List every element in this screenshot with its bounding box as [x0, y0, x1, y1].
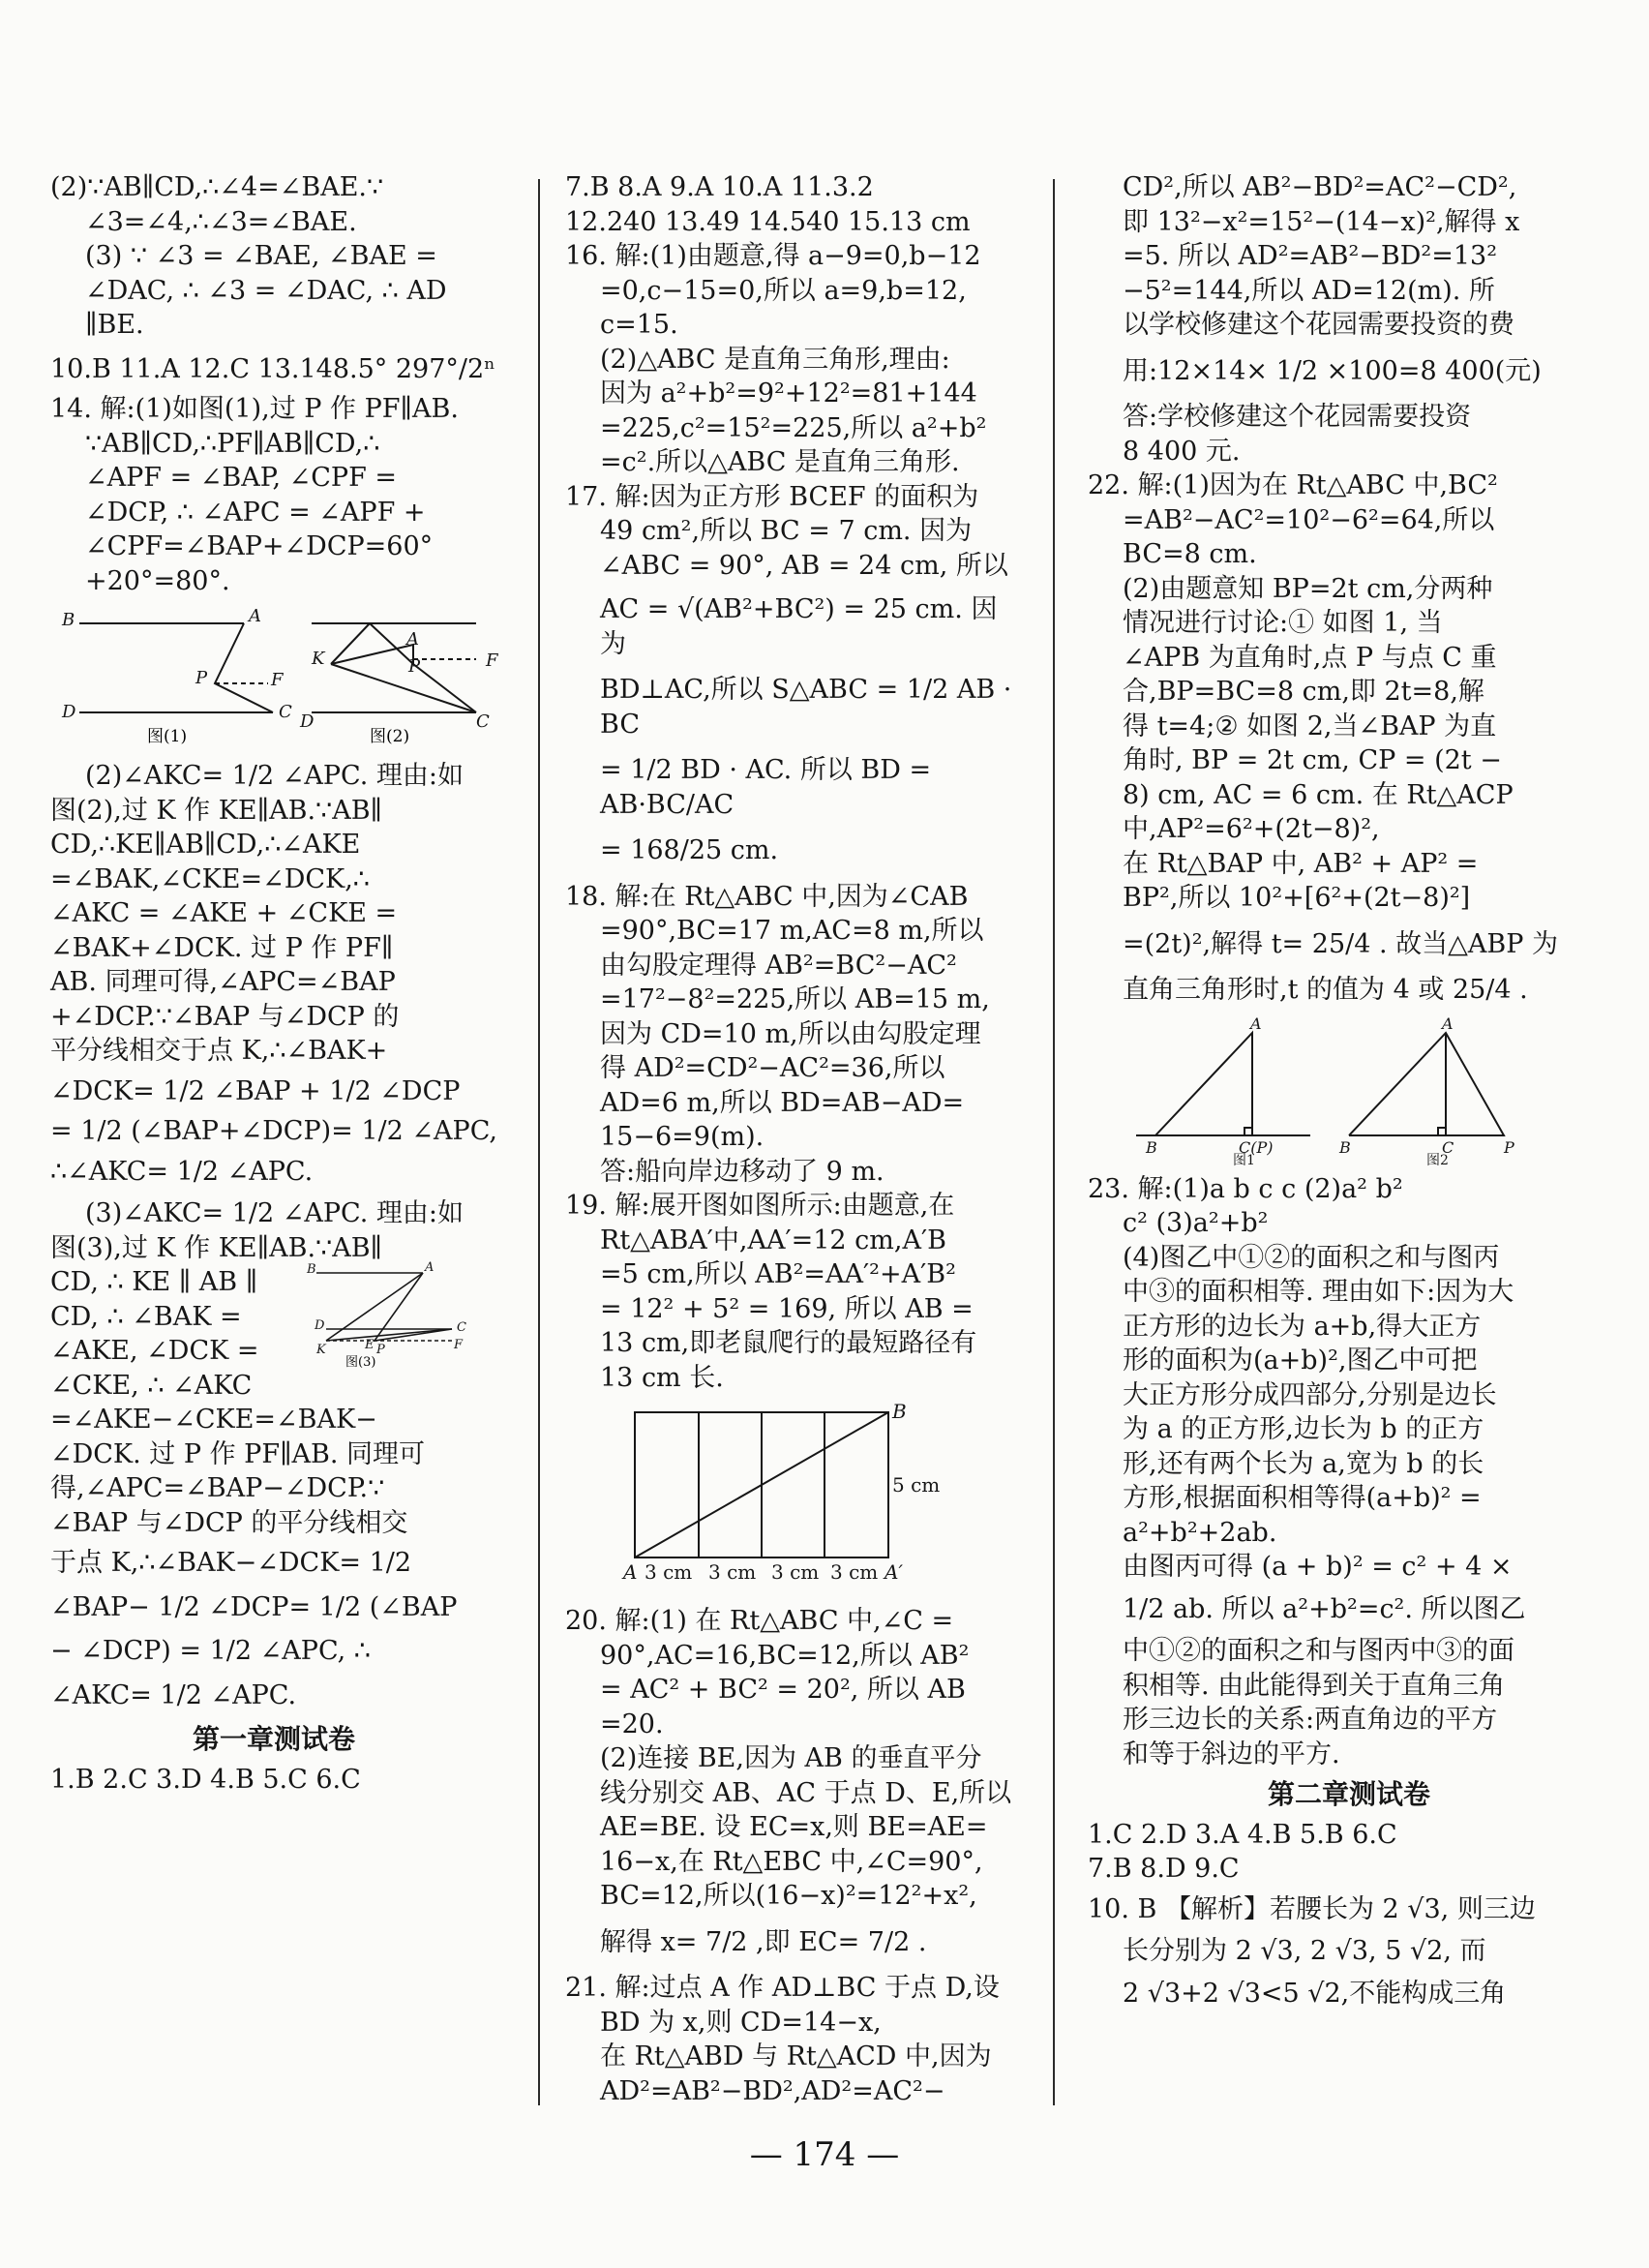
text-line: ∠DAC, ∴ ∠3 = ∠DAC, ∴ AD	[85, 275, 447, 306]
q14-line: ∠CKE, ∴ ∠AKC	[50, 1370, 253, 1401]
q21-line: CD²,所以 AB²−BD²=AC²−CD²,	[1123, 172, 1517, 202]
q14-line: 图(2),过 K 作 KE∥AB.∵AB∥	[50, 795, 383, 826]
q18-line: AD=6 m,所以 BD=AB−AD=	[600, 1087, 965, 1118]
fig22-B2: B	[1339, 1137, 1351, 1157]
fig1-label: 图(1)	[147, 727, 188, 746]
label-3cm: 3 cm	[830, 1560, 879, 1584]
label-5cm: 5 cm	[892, 1473, 941, 1497]
page-number: — 174 —	[749, 2135, 900, 2174]
svg-text:P: P	[408, 656, 421, 677]
q14-line: (3)∠AKC= 1/2 ∠APC. 理由:如	[85, 1198, 464, 1228]
q21-line: 以学校修建这个花园需要投资的费	[1123, 310, 1514, 340]
q22-line: BC=8 cm.	[1123, 539, 1257, 569]
svg-text:B: B	[62, 610, 75, 630]
q14-line: = 1/2 (∠BAP+∠DCP)= 1/2 ∠APC,	[50, 1116, 497, 1146]
q17-line: 49 cm²,所以 BC = 7 cm. 因为	[600, 516, 973, 546]
ch2-answers: 1.C 2.D 3.A 4.B 5.B 6.C	[1088, 1819, 1397, 1850]
q23-line: 形三边长的关系:两直角边的平方	[1123, 1705, 1498, 1735]
answers-line: 10.B 11.A 12.C 13.148.5° 297°/2ⁿ	[50, 353, 495, 384]
q20-line: 90°,AC=16,BC=12,所以 AB²	[600, 1640, 970, 1671]
q10-line: 长分别为 2 √3, 2 √3, 5 √2, 而	[1123, 1936, 1486, 1966]
q14-line: +20°=80°.	[85, 565, 230, 596]
q14-line: =∠BAK,∠CKE=∠DCK,∴	[50, 863, 370, 894]
q23-line: 中①②的面积之和与图丙中③的面	[1123, 1636, 1514, 1666]
label-B: B	[892, 1400, 907, 1423]
q21-line: 21. 解:过点 A 作 AD⊥BC 于点 D,设	[565, 1973, 1000, 2003]
q23-line: a²+b²+2ab.	[1123, 1517, 1277, 1548]
q21-line: =5. 所以 AD²=AB²−BD²=13²	[1123, 241, 1498, 271]
q20-line: 16−x,在 Rt△EBC 中,∠C=90°,	[600, 1846, 983, 1877]
q16-line: =c².所以△ABC 是直角三角形.	[600, 447, 960, 477]
q14-line: 图(3),过 K 作 KE∥AB.∵AB∥	[50, 1232, 383, 1263]
q20-line: 线分别交 AB、AC 于点 D、E,所以	[600, 1777, 1012, 1808]
fig22-label-1: 图1	[1233, 1152, 1255, 1168]
fig22-C: C	[1442, 1137, 1454, 1157]
fig2-label: 图(2)	[370, 727, 410, 746]
svg-text:D: D	[300, 711, 315, 732]
q16-line: 16. 解:(1)由题意,得 a−9=0,b−12	[565, 241, 981, 271]
q23-line: 积相等. 由此能得到关于直角三角	[1123, 1670, 1506, 1701]
q21-line: BD 为 x,则 CD=14−x,	[600, 2007, 882, 2038]
q22-line: 在 Rt△BAP 中, AB² + AP² =	[1123, 848, 1479, 879]
q20-line: 20. 解:(1) 在 Rt△ABC 中,∠C =	[565, 1606, 954, 1636]
svg-text:A: A	[249, 606, 261, 626]
text-line: (3) ∵ ∠3 = ∠BAE, ∠BAE =	[85, 241, 437, 271]
q22-line: =AB²−AC²=10²−6²=64,所以	[1123, 504, 1495, 535]
q19-line: Rt△ABA′中,AA′=12 cm,A′B	[600, 1225, 946, 1255]
svg-text:E: E	[365, 1338, 375, 1352]
fig22-P: P	[1504, 1137, 1514, 1157]
q14-line: CD,∴KE∥AB∥CD,∴∠AKE	[50, 830, 361, 860]
svg-text:P: P	[376, 1343, 385, 1357]
q18-line: 得 AD²=CD²−AC²=36,所以	[600, 1053, 945, 1083]
q14-line: ∠DCK= 1/2 ∠BAP + 1/2 ∠DCP	[50, 1075, 461, 1106]
q14-line: ∠APF = ∠BAP, ∠CPF =	[85, 463, 398, 493]
label-3cm: 3 cm	[771, 1560, 820, 1584]
q21-line: 用:12×14× 1/2 ×100=8 400(元)	[1123, 355, 1542, 386]
q14-line: ∠AKE, ∠DCK =	[50, 1336, 259, 1366]
q20-line: 解得 x= 7/2 ,即 EC= 7/2 .	[600, 1926, 927, 1957]
q18-line: 因为 CD=10 m,所以由勾股定理	[600, 1018, 981, 1049]
q23-line: 由图丙可得 (a + b)² = c² + 4 ×	[1123, 1552, 1513, 1582]
q18-line: =17²−8²=225,所以 AB=15 m,	[600, 984, 990, 1014]
q17-line: = 168/25 cm.	[600, 835, 779, 865]
q20-line: AE=BE. 设 EC=x,则 BE=AE=	[600, 1812, 988, 1842]
q14-line: 于点 K,∴∠BAK−∠DCK= 1/2	[50, 1548, 412, 1578]
fig3-label: 图(3)	[345, 1355, 376, 1370]
svg-text:K: K	[312, 649, 325, 669]
svg-text:C: C	[476, 711, 490, 732]
svg-text:B: B	[307, 1262, 316, 1277]
column-divider-right	[1053, 179, 1055, 2105]
q22-line: 中,AP²=6²+(2t−8)²,	[1123, 814, 1380, 844]
q16-line: 因为 a²+b²=9²+12²=81+144	[600, 378, 977, 408]
q14-line: ∠DCK. 过 P 作 PF∥AB. 同理可	[50, 1438, 426, 1469]
q22-line: 直角三角形时,t 的值为 4 或 25/4 .	[1123, 975, 1528, 1005]
figure-22	[1136, 1013, 1639, 1168]
q23-line: (4)图乙中①②的面积之和与图丙	[1123, 1242, 1500, 1273]
q14-line: 平分线相交于点 K,∴∠BAK+	[50, 1036, 388, 1066]
q22-line: 8) cm, AC = 6 cm. 在 Rt△ACP	[1123, 779, 1514, 810]
q14-line: ∵AB∥CD,∴PF∥AB∥CD,∴	[85, 428, 380, 459]
q20-line: =20.	[600, 1709, 664, 1739]
ch2-answers: 7.B 8.D 9.C	[1088, 1854, 1240, 1884]
fig22-CP: C(P)	[1239, 1137, 1274, 1157]
q23-line: c² (3)a²+b²	[1123, 1208, 1269, 1238]
fig22-B: B	[1146, 1137, 1157, 1157]
q14-line: AB. 同理可得,∠APC=∠BAP	[50, 967, 396, 997]
fig22-A: A	[1250, 1013, 1262, 1033]
q22-line: 合,BP=BC=8 cm,即 2t=8,解	[1123, 677, 1484, 707]
column-2	[565, 170, 1020, 2108]
q23-line: 方形,根据面积相等得(a+b)² =	[1123, 1483, 1482, 1513]
chapter-2-title: 第二章测试卷	[1267, 1778, 1430, 1810]
q16-line: =225,c²=15²=225,所以 a²+b²	[600, 412, 987, 443]
column-divider-left	[538, 179, 540, 2105]
q18-line: 15−6=9(m).	[600, 1122, 765, 1152]
q14-line: ∠AKC = ∠AKE + ∠CKE =	[50, 898, 398, 928]
q19-line: =5 cm,所以 AB²=AA′²+A′B²	[600, 1259, 956, 1289]
svg-text:A: A	[425, 1260, 435, 1275]
q23-line: 大正方形分成四部分,分别是边长	[1123, 1379, 1497, 1410]
q23-line: 23. 解:(1)a b c c (2)a² b²	[1088, 1173, 1403, 1204]
q23-line: 中③的面积相等. 理由如下:因为大	[1123, 1277, 1514, 1307]
q23-line: 为 a 的正方形,边长为 b 的正方	[1123, 1414, 1484, 1444]
column-3	[1088, 170, 1610, 2018]
q23-line: 正方形的边长为 a+b,得大正方	[1123, 1311, 1482, 1342]
column-1	[50, 170, 497, 1797]
svg-text:D: D	[62, 702, 76, 722]
q22-line: =(2t)²,解得 t= 25/4 . 故当△ABP 为	[1123, 928, 1558, 959]
q22-line: (2)由题意知 BP=2t cm,分两种	[1123, 573, 1493, 604]
q14-line: ∴∠AKC= 1/2 ∠APC.	[50, 1156, 314, 1187]
figure-3	[307, 1261, 500, 1387]
q23-line: 形的面积为(a+b)²,图乙中可把	[1123, 1346, 1478, 1376]
q14-line: (2)∠AKC= 1/2 ∠APC. 理由:如	[85, 761, 464, 791]
chapter-1-title: 第一章测试卷	[192, 1723, 355, 1755]
q21-line: AD²=AB²−BD²,AD²=AC²−	[600, 2075, 945, 2106]
q21-line: −5²=144,所以 AD=12(m). 所	[1123, 275, 1495, 306]
q17-line: ∠ABC = 90°, AB = 24 cm, 所以	[600, 550, 1008, 581]
q14-line: ∠DCP, ∴ ∠APC = ∠APF +	[85, 497, 426, 528]
q19-line: 13 cm,即老鼠爬行的最短路径有	[600, 1328, 977, 1358]
q22-line: ∠APB 为直角时,点 P 与点 C 重	[1123, 642, 1497, 673]
q16-line: =0,c−15=0,所以 a=9,b=12,	[600, 275, 967, 306]
answers-line: 7.B 8.A 9.A 10.A 11.3.2	[565, 172, 874, 202]
q23-line: 和等于斜边的平方.	[1123, 1739, 1340, 1769]
q17-line: AC = √(AB²+BC²) = 25 cm. 因为	[600, 594, 998, 659]
figure-1-2	[50, 606, 498, 751]
q10-line: 2 √3+2 √3<5 √2,不能构成三角	[1123, 1978, 1507, 2009]
svg-text:F: F	[271, 670, 284, 690]
svg-text:C: C	[457, 1320, 466, 1335]
q17-line: 17. 解:因为正方形 BCEF 的面积为	[565, 481, 979, 512]
text-line: (2)∵AB∥CD,∴∠4=∠BAE.∵	[50, 172, 384, 202]
q14-line: 得,∠APC=∠BAP−∠DCP.∵	[50, 1473, 385, 1503]
q21-line: 8 400 元.	[1123, 436, 1241, 467]
q14-line: ∠CPF=∠BAP+∠DCP=60°	[85, 531, 434, 561]
q18-line: 18. 解:在 Rt△ABC 中,因为∠CAB	[565, 881, 969, 912]
q22-line: 角时, BP = 2t cm, CP = (2t −	[1123, 745, 1502, 775]
q14-line: ∠BAP 与∠DCP 的平分线相交	[50, 1507, 408, 1538]
q19-line: 13 cm 长.	[600, 1362, 724, 1393]
svg-text:A: A	[406, 629, 419, 650]
q14-line: CD, ∴ ∠BAK =	[50, 1301, 242, 1332]
q22-line: 22. 解:(1)因为在 Rt△ABC 中,BC²	[1088, 470, 1498, 500]
label-A: A	[623, 1560, 638, 1584]
q18-line: 答:船向岸边移动了 9 m.	[600, 1156, 884, 1187]
q17-line: = 1/2 BD · AC. 所以 BD = AB·BC/AC	[600, 755, 932, 820]
figure-19-unfolded	[623, 1400, 1078, 1596]
svg-text:F: F	[454, 1338, 464, 1352]
q14-line: +∠DCP.∵∠BAP 与∠DCP 的	[50, 1001, 400, 1032]
q20-line: = AC² + BC² = 20², 所以 AB	[600, 1675, 966, 1705]
svg-text:D: D	[315, 1318, 325, 1333]
q21-line: 在 Rt△ABD 与 Rt△ACD 中,因为	[600, 2041, 992, 2071]
fig22-label-2: 图2	[1426, 1152, 1449, 1168]
q18-line: 由勾股定理得 AB²=BC²−AC²	[600, 950, 957, 981]
q21-line: 答:学校修建这个花园需要投资	[1123, 402, 1472, 432]
q19-line: 19. 解:展开图如图所示:由题意,在	[565, 1191, 955, 1221]
svg-text:C: C	[279, 702, 292, 722]
q14-line: ∠BAP− 1/2 ∠DCP= 1/2 (∠BAP	[50, 1591, 458, 1622]
svg-text:P: P	[195, 668, 208, 688]
label-A-prime: A′	[884, 1560, 903, 1584]
text-line: ∥BE.	[85, 310, 144, 340]
label-3cm: 3 cm	[708, 1560, 757, 1584]
svg-text:F: F	[486, 650, 498, 671]
q20-line: (2)连接 BE,因为 AB 的垂直平分	[600, 1743, 982, 1773]
q14-line: − ∠DCP) = 1/2 ∠APC, ∴	[50, 1636, 371, 1666]
q21-line: 即 13²−x²=15²−(14−x)²,解得 x	[1123, 206, 1520, 237]
q14-line: =∠AKE−∠CKE=∠BAK−	[50, 1405, 377, 1435]
answers-line: 12.240 13.49 14.540 15.13 cm	[565, 206, 971, 237]
q22-line: 情况进行讨论:① 如图 1, 当	[1123, 608, 1443, 638]
svg-text:K: K	[316, 1343, 326, 1357]
q22-line: 得 t=4;② 如图 2,当∠BAP 为直	[1123, 711, 1497, 741]
q16-line: (2)△ABC 是直角三角形,理由:	[600, 344, 950, 375]
fig22-A2: A	[1442, 1013, 1454, 1033]
q18-line: =90°,BC=17 m,AC=8 m,所以	[600, 916, 984, 946]
q23-line: 形,还有两个长为 a,宽为 b 的长	[1123, 1448, 1484, 1479]
q20-line: BC=12,所以(16−x)²=12²+x²,	[600, 1881, 977, 1911]
q17-line: BD⊥AC,所以 S△ABC = 1/2 AB · BC	[600, 675, 1012, 740]
ch1-answers: 1.B 2.C 3.D 4.B 5.C 6.C	[50, 1764, 361, 1795]
q23-line: 1/2 ab. 所以 a²+b²=c². 所以图乙	[1123, 1593, 1526, 1624]
label-3cm: 3 cm	[645, 1560, 693, 1584]
q14-line: ∠BAK+∠DCK. 过 P 作 PF∥	[50, 932, 394, 963]
q22-line: BP²,所以 10²+[6²+(2t−8)²]	[1123, 883, 1471, 913]
q14-line: ∠AKC= 1/2 ∠APC.	[50, 1679, 297, 1710]
q16-line: c=15.	[600, 310, 678, 340]
q19-line: = 12² + 5² = 169, 所以 AB =	[600, 1293, 974, 1324]
q10-line: 10. B 【解析】若腰长为 2 √3, 则三边	[1088, 1893, 1536, 1924]
text-line: ∠3=∠4,∴∠3=∠BAE.	[85, 206, 357, 237]
q14-line: CD, ∴ KE ∥ AB ∥	[50, 1267, 258, 1297]
q14-line: 14. 解:(1)如图(1),过 P 作 PF∥AB.	[50, 394, 459, 424]
